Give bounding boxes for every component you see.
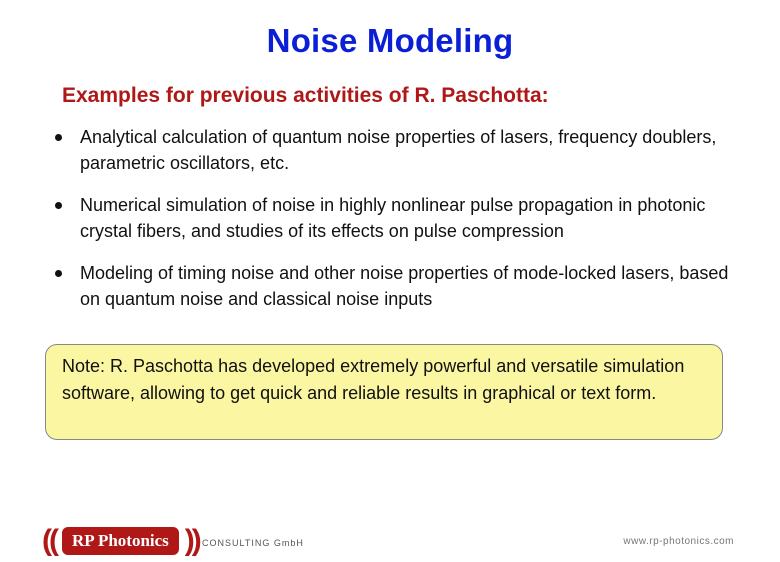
bullet-dot-icon: [55, 202, 62, 209]
bullet-item: [52, 192, 742, 244]
company-logo: [42, 526, 199, 556]
note-box: [45, 344, 723, 440]
company-tagline: CONSULTING GmbH: [202, 538, 304, 548]
bullet-text: Modeling of timing noise and other noise properties of mode-locked lasers, based on quantum noise and classical noise inputs: [80, 263, 729, 309]
logo-right-waves: )): [184, 524, 199, 557]
bullet-dot-icon: [55, 134, 62, 141]
bullet-item: [52, 260, 742, 312]
logo-left-waves: ((: [42, 524, 56, 557]
slide-subtitle: Examples for previous activities of R. Paschotta:: [62, 84, 549, 107]
bullet-item: [52, 124, 742, 176]
bullet-text: Analytical calculation of quantum noise properties of lasers, frequency doublers, parametric oscillators, etc.: [80, 127, 717, 173]
bullet-list: [52, 124, 742, 328]
logo-text: RP Photonics: [62, 527, 179, 555]
website-url: www.rp-photonics.com: [623, 536, 734, 547]
bullet-dot-icon: [55, 270, 62, 277]
slide-title: Noise Modeling: [266, 22, 514, 59]
footer: [0, 520, 780, 562]
bullet-text: Numerical simulation of noise in highly nonlinear pulse propagation in photonic crystal fibers, and studies of its effects on pulse compression: [80, 195, 706, 241]
note-text: Note: R. Paschotta has developed extremely powerful and versatile simulation software, allowing to get quick and reliable results in graphical or text form.: [62, 356, 685, 403]
